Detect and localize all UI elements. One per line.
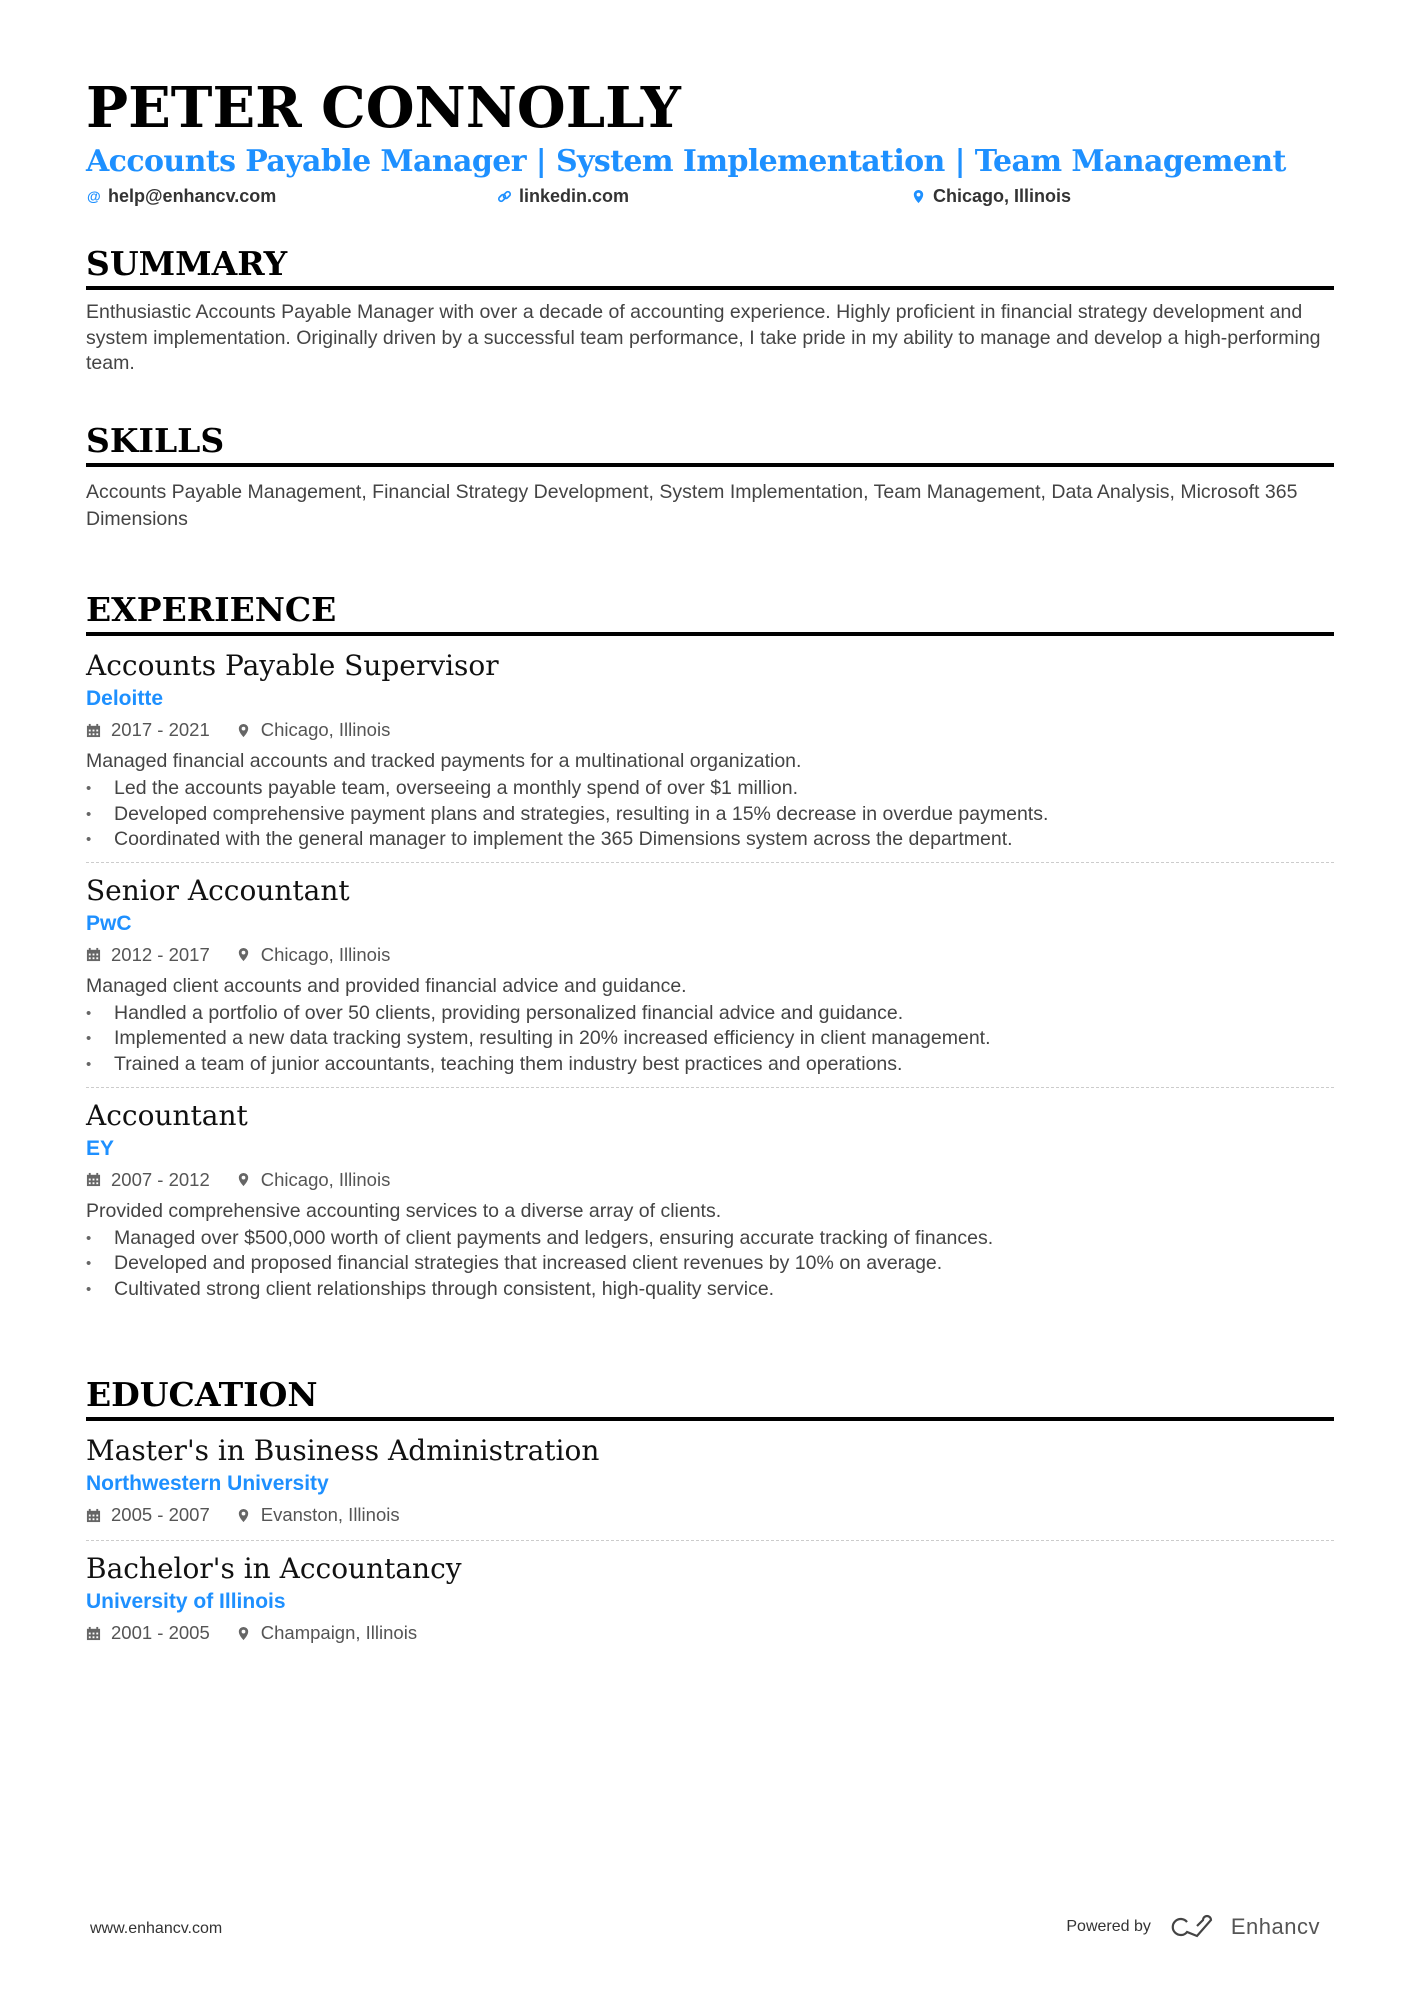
contact-bar bbox=[86, 186, 1334, 210]
entry-dates: 2007 - 2012 bbox=[111, 1168, 210, 1190]
section-heading: EXPERIENCE bbox=[86, 590, 337, 629]
contact-email[interactable] bbox=[86, 186, 276, 207]
candidate-name: PETER CONNOLLY bbox=[86, 75, 681, 141]
entry-location: Chicago, Illinois bbox=[260, 719, 391, 740]
section-heading: SUMMARY bbox=[86, 244, 288, 283]
job-title: Senior Accountant bbox=[86, 873, 350, 907]
experience-entry bbox=[86, 648, 1334, 853]
entry-divider bbox=[86, 862, 1334, 863]
degree-title: Bachelor's in Accountancy bbox=[86, 1552, 462, 1585]
calendar-icon bbox=[86, 1508, 101, 1523]
education-entry bbox=[86, 1551, 1334, 1649]
achievement-item: • Coordinated with the general manager to implement the 365 Dimensions system across the department. bbox=[86, 827, 1334, 853]
job-description: Managed financial accounts and tracked payments for a multinational organization. bbox=[86, 750, 802, 772]
experience-entry bbox=[86, 1098, 1334, 1303]
job-title: Accounts Payable Supervisor bbox=[86, 649, 499, 682]
achievement-list bbox=[86, 1001, 1334, 1078]
enhancv-brand: Enhancv bbox=[1230, 1914, 1320, 1939]
link-icon bbox=[497, 189, 512, 204]
contact-location bbox=[911, 186, 1071, 207]
contact-linkedin[interactable] bbox=[497, 186, 629, 207]
job-description: Provided comprehensive accounting services to a diverse array of clients. bbox=[86, 1199, 722, 1222]
location-pin-icon bbox=[236, 1508, 251, 1523]
section-divider bbox=[86, 286, 1334, 290]
education-section bbox=[86, 1375, 1334, 1649]
job-title: Accountant bbox=[86, 1098, 248, 1132]
section-divider bbox=[86, 463, 1334, 467]
calendar-icon bbox=[86, 1626, 101, 1641]
section-divider bbox=[86, 632, 1334, 636]
entry-divider bbox=[86, 1087, 1334, 1088]
calendar-icon bbox=[86, 723, 101, 738]
achievement-list bbox=[86, 1226, 1334, 1303]
achievement-item: • Led the accounts payable team, overseeing a monthly spend of over $1 million. bbox=[86, 776, 1334, 802]
email-text: help@enhancv.com bbox=[108, 186, 277, 206]
company-name: Deloitte bbox=[86, 687, 164, 710]
company-name: PwC bbox=[86, 911, 132, 935]
linkedin-text: linkedin.com bbox=[519, 186, 630, 206]
section-heading: EDUCATION bbox=[86, 1375, 318, 1414]
entry-meta bbox=[86, 1164, 1334, 1196]
summary-text: Enthusiastic Accounts Payable Manager with over a decade of accounting experience. Highly proficient in financial strategy development and system implementation. Originally driven by a successful team performance, I take pride in my ability to manage and develop a high-performing team. bbox=[86, 301, 1321, 375]
skills-section bbox=[86, 421, 1334, 533]
powered-by-label: Powered by bbox=[1066, 1918, 1151, 1935]
location-pin-icon bbox=[911, 189, 926, 204]
location-pin-icon bbox=[236, 1172, 251, 1187]
location-pin-icon bbox=[236, 1626, 251, 1641]
job-description: Managed client accounts and provided financial advice and guidance. bbox=[86, 974, 687, 997]
achievement-item: • Developed and proposed financial strategies that increased client revenues by 10% on average. bbox=[86, 1251, 1334, 1277]
skills-text: Accounts Payable Management, Financial Strategy Development, System Implementation, Team Management, Data Analysis, Microsoft 365 Dimensions bbox=[86, 481, 1298, 530]
entry-meta bbox=[86, 1617, 1334, 1649]
achievement-item: • Implemented a new data tracking system, resulting in 20% increased efficiency in client management. bbox=[86, 1026, 1334, 1052]
achievement-item: • Handled a portfolio of over 50 clients, providing personalized financial advice and guidance. bbox=[86, 1001, 1334, 1027]
footer-website[interactable]: www.enhancv.com bbox=[90, 1920, 223, 1937]
calendar-icon bbox=[86, 947, 101, 962]
entry-meta bbox=[86, 939, 1334, 971]
section-heading: SKILLS bbox=[86, 421, 225, 460]
entry-location: Evanston, Illinois bbox=[260, 1504, 400, 1525]
experience-entry bbox=[86, 873, 1334, 1078]
achievement-list bbox=[86, 776, 1334, 853]
achievement-item: • Managed over $500,000 worth of client payments and ledgers, ensuring accurate tracking of finances. bbox=[86, 1226, 1334, 1252]
company-name: EY bbox=[86, 1136, 115, 1160]
achievement-item: • Cultivated strong client relationships through consistent, high-quality service. bbox=[86, 1277, 1334, 1303]
entry-dates: 2001 - 2005 bbox=[111, 1622, 210, 1643]
location-text: Chicago, Illinois bbox=[933, 186, 1072, 206]
entry-dates: 2012 - 2017 bbox=[111, 943, 210, 965]
education-entry bbox=[86, 1433, 1334, 1531]
enhancv-logo-icon bbox=[1167, 1914, 1215, 1940]
entry-location: Chicago, Illinois bbox=[260, 943, 391, 965]
candidate-headline: Accounts Payable Manager | System Implementation | Team Management bbox=[86, 144, 1286, 179]
powered-by bbox=[1066, 1914, 1320, 1940]
svg-text:@: @ bbox=[86, 189, 101, 204]
calendar-icon bbox=[86, 1172, 101, 1187]
entry-location: Champaign, Illinois bbox=[260, 1622, 418, 1643]
entry-dates: 2005 - 2007 bbox=[111, 1504, 210, 1525]
experience-section bbox=[86, 590, 1334, 1302]
footer bbox=[90, 1914, 1320, 1950]
degree-title: Master's in Business Administration bbox=[86, 1434, 600, 1467]
achievement-item: • Developed comprehensive payment plans and strategies, resulting in a 15% decrease in overdue payments. bbox=[86, 802, 1334, 828]
entry-dates: 2017 - 2021 bbox=[111, 719, 210, 740]
entry-divider bbox=[86, 1540, 1334, 1541]
location-pin-icon bbox=[236, 723, 251, 738]
location-pin-icon bbox=[236, 947, 251, 962]
at-icon bbox=[86, 189, 101, 204]
entry-meta bbox=[86, 1499, 1334, 1531]
summary-section bbox=[86, 244, 1334, 377]
achievement-item: • Trained a team of junior accountants, teaching them industry best practices and operations. bbox=[86, 1052, 1334, 1078]
school-name: University of Illinois bbox=[86, 1590, 286, 1613]
section-divider bbox=[86, 1417, 1334, 1421]
entry-meta bbox=[86, 714, 1334, 746]
entry-location: Chicago, Illinois bbox=[260, 1168, 391, 1190]
school-name: Northwestern University bbox=[86, 1472, 329, 1495]
